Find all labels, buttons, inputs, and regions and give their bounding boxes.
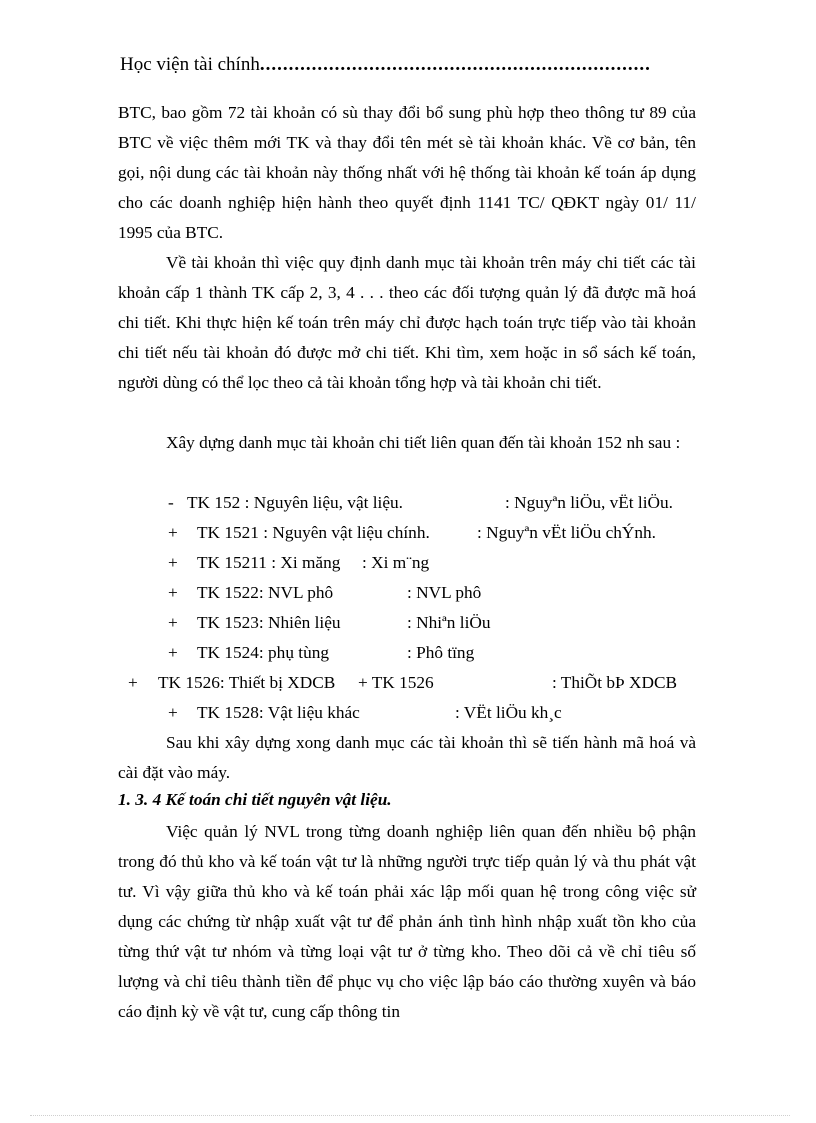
account-name: TK 15211 : Xi măng [197,553,341,572]
list-bullet: + [168,613,178,632]
list-bullet: + [128,673,138,692]
account-code: : Nguyªn liÖu, vËt liÖu. [505,493,673,512]
account-name: TK 1524: phụ tùng [197,643,330,662]
account-code: : NVL phô [407,583,482,602]
list-bullet: + [168,523,178,542]
account-name: TK 1526: Thiết bị XDCB [158,673,336,692]
account-name: TK 1528: Vật liệu khác [197,703,360,722]
account-code: : ThiÕt bÞ XDCB [552,673,677,692]
page-header [120,50,704,80]
account-name: TK 1522: NVL phô [197,583,334,602]
paragraph-section: Việc quản lý NVL trong từng doanh nghiệp liên quan đến nhiều bộ phận trong đó thủ kho và kế toán vật tư là những người trực tiếp quản lý và thu phát vật tư. Vì vậy giữa thủ kho và kế toán phải xác lập mối quan hệ trong công việc sử dụng các chứng từ nhập xuất vật tư để phản ánh tình hình nhập xuất tồn kho của từng thứ vật tư nhóm và từng loại vật tư ở từng kho. Theo dõi cả về chỉ tiêu số lượng và chỉ tiêu thành tiền để phục vụ cho việc lập báo cáo thường xuyên và báo cáo định kỳ về vật tư, cung cấp thông tin [118,822,696,1021]
list-bullet: + [168,553,178,572]
paragraph-intro: BTC, bao gồm 72 tài khoản có sù thay đổi bổ sung phù hợp theo thông tư 89 của BTC về việc thêm mới TK và thay đổi tên mét sè tài khoản khác. Về cơ bản, tên gọi, nội dung các tài khoản này thống nhất với hệ thống tài khoản kế toán áp dụng cho các doanh nghiệp hiện hành theo quyết định 1141 TC/ QĐKT ngày 01/ 11/ 1995 của BTC. [118,103,696,242]
account-name: TK 152 : Nguyên liệu, vật liệu. [187,493,403,512]
footer-divider [30,1115,790,1116]
account-code: : Nhiªn liÖu [407,613,491,632]
header-title: Học viện tài chính [120,54,260,75]
header-dotted-leader: .................................................................... [259,54,651,75]
paragraph-list-intro: Xây dựng danh mục tài khoản chi tiết liên quan đến tài khoản 152 nh sau : [166,433,681,452]
section-heading: 1. 3. 4 Kế toán chi tiết nguyên vật liệu. [118,790,392,809]
account-code: : Phô tïng [407,643,475,662]
account-code: : VËt liÖu kh¸c [455,703,562,722]
account-code: : Xi m¨ng [362,553,430,572]
list-bullet: + [168,703,178,722]
list-bullet: + [168,583,178,602]
paragraph-accounts: Về tài khoản thì việc quy định danh mục tài khoản trên máy chi tiết các tài khoản cấp 1 thành TK cấp 2, 3, 4 . . . theo các đối tượng quản lý đã được mã hoá chi tiết. Khi thực hiện kế toán trên máy chỉ được hạch toán trực tiếp vào tài khoản chi tiết nếu tài khoản đó được mở chi tiết. Khi tìm, xem hoặc in sổ sách kế toán, người dùng có thể lọc theo cả tài khoản tổng hợp và tài khoản chi tiết. [118,253,696,392]
account-code: : Nguyªn vËt liÖu chÝnh. [477,523,657,542]
account-alias: + TK 1526 [358,673,434,692]
list-bullet: + [168,643,178,662]
paragraph-after-list: Sau khi xây dựng xong danh mục các tài khoản thì sẽ tiến hành mã hoá và cài đặt vào máy. [118,733,696,782]
list-bullet: - [168,493,174,512]
account-name: TK 1523: Nhiên liệu [197,613,341,632]
account-name: TK 1521 : Nguyên vật liệu chính. [197,523,430,542]
